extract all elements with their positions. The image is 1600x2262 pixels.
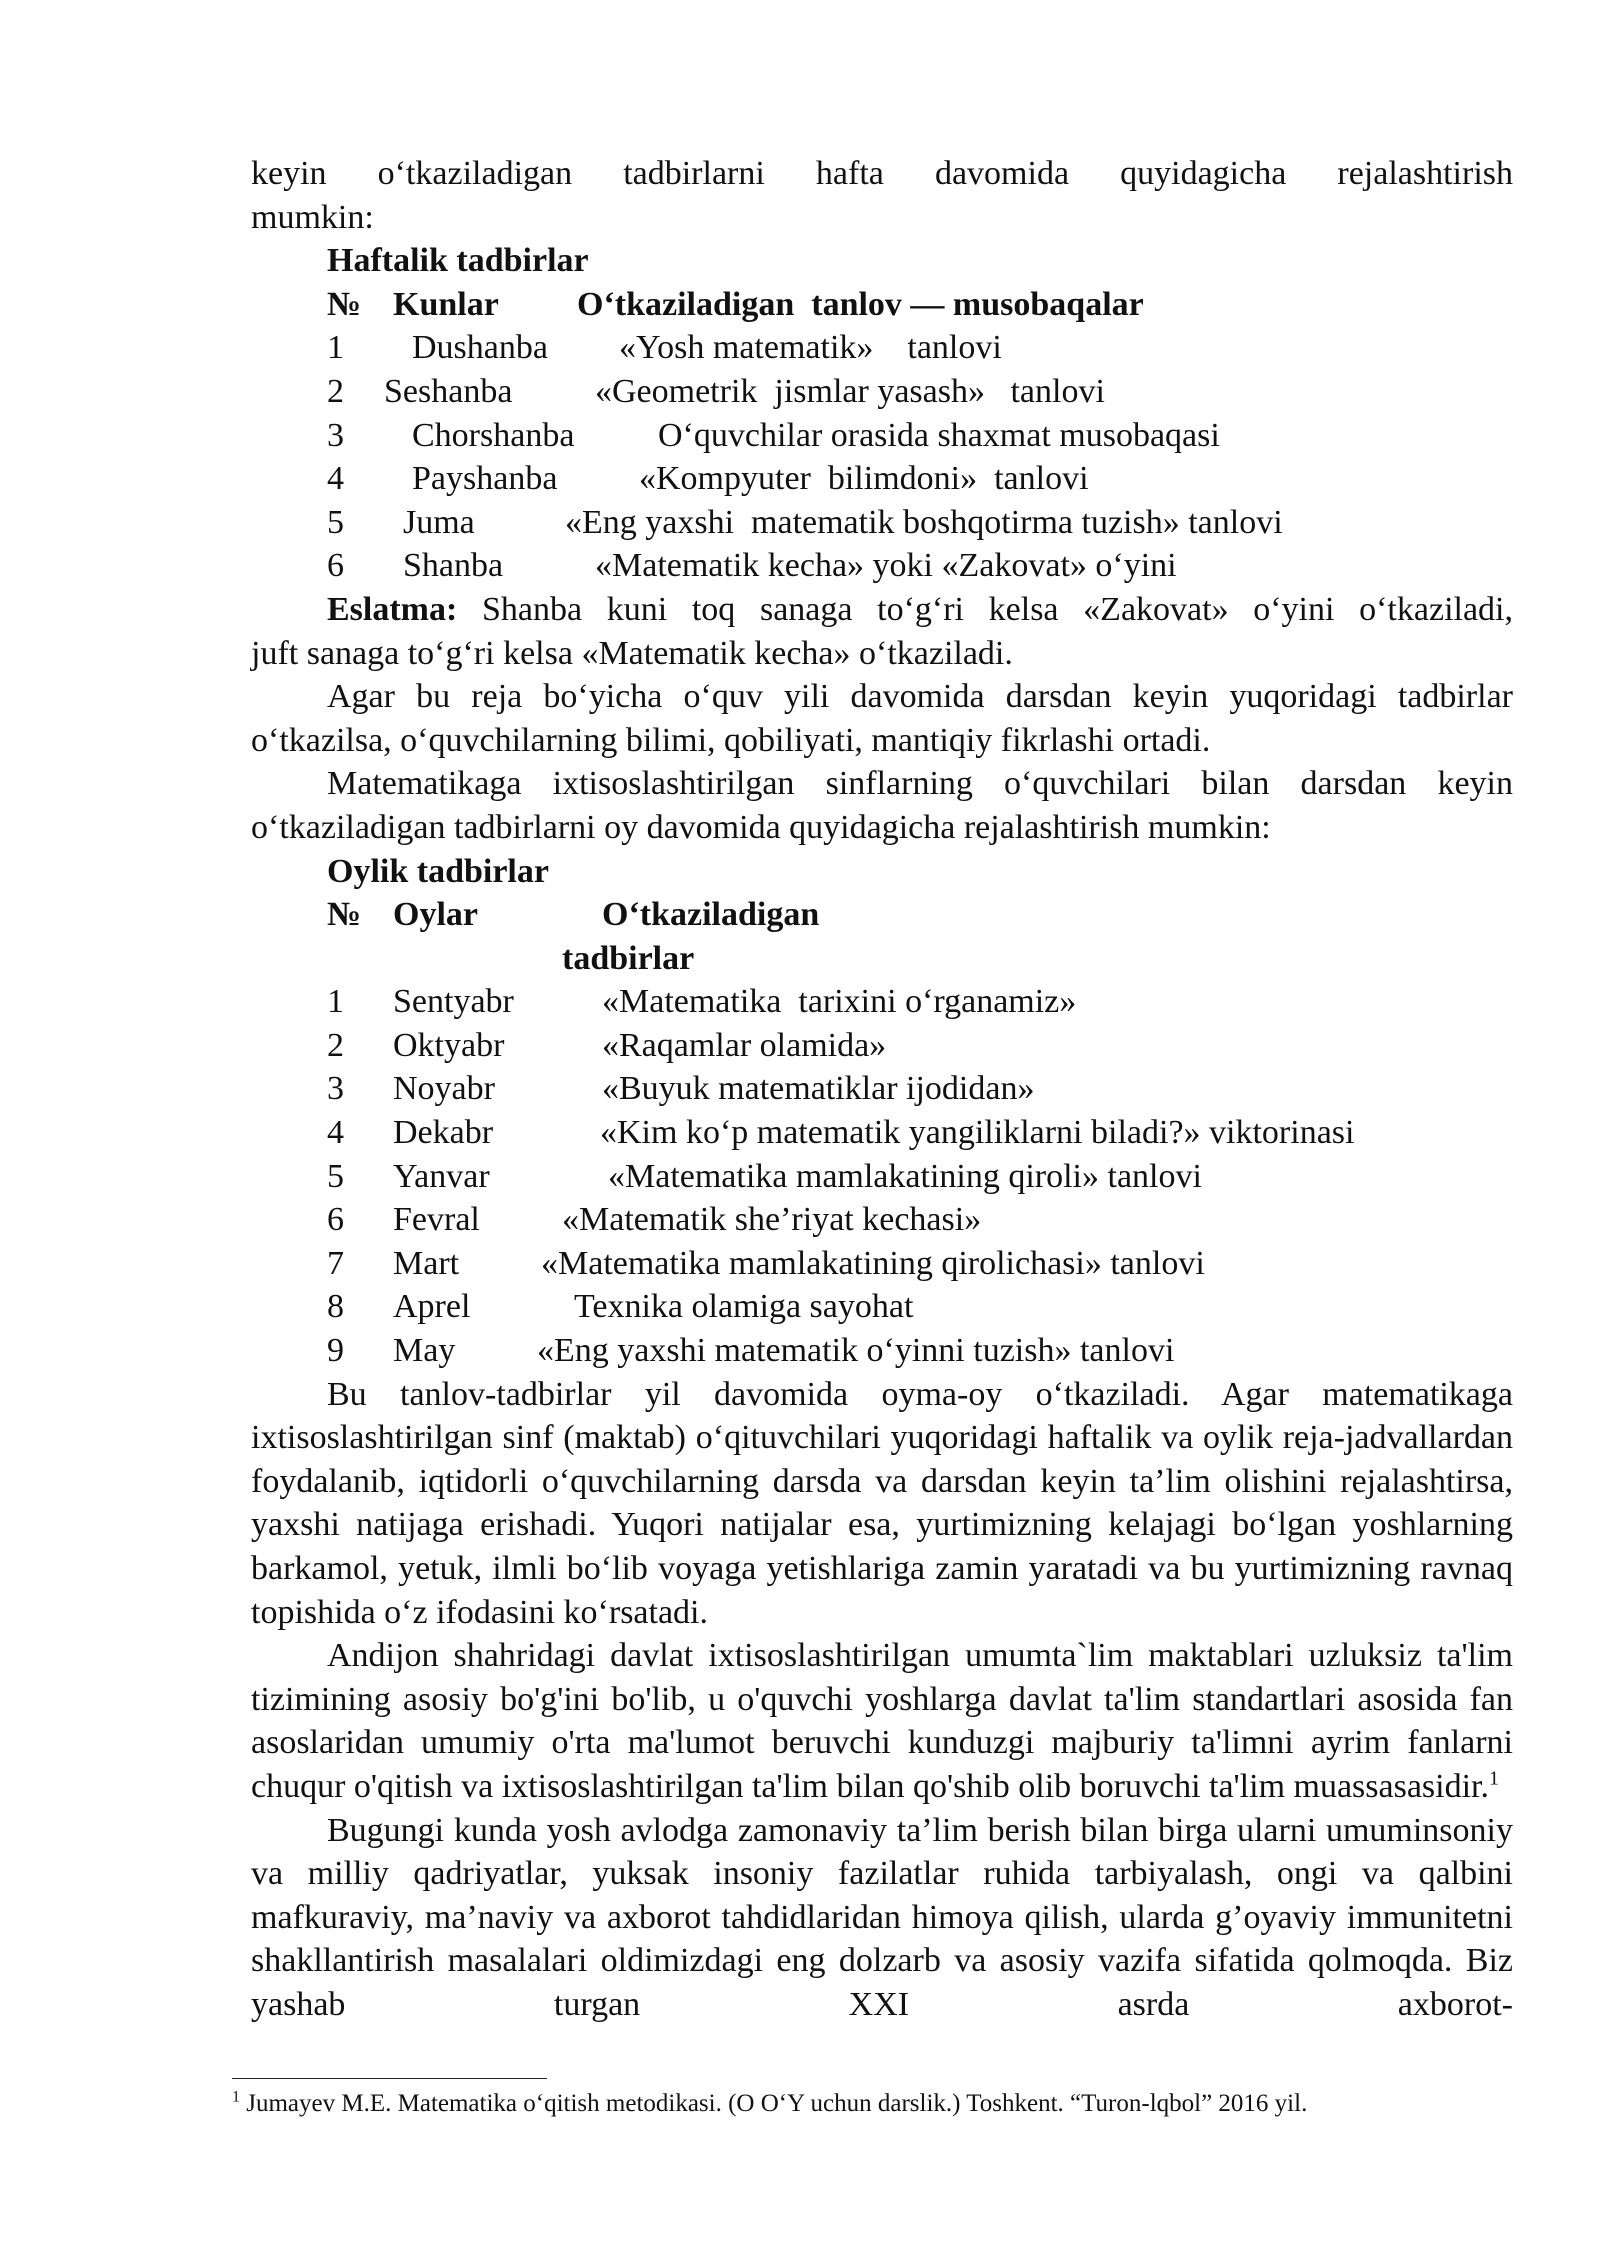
monthly-row [251,1198,1513,1242]
monthly-row-month: Dekabr [393,1114,494,1152]
note-paragraph-end: juft sanaga to‘g‘ri kelsa «Matematik kecha» o‘tkaziladi. [251,634,1013,672]
monthly-row [251,980,1513,1024]
monthly-row-month: Mart [393,1244,460,1282]
monthly-row [251,1067,1513,1111]
monthly-row-event: «Matematika tarixini o‘rganamiz» [602,983,1077,1021]
monthly-title: Oylik tadbirlar [327,852,549,890]
footnote-text: Jumayev M.E. Matematika o‘qitish metodikasi. (O O‘Y uchun darslik.) Toshkent. “Turon-lqbol” 2016 yil. [240,2090,1308,2117]
monthly-header-number: № [327,896,362,934]
monthly-header-events: O‘tkaziladigan [602,896,820,934]
monthly-row [251,1329,1513,1373]
weekly-row-event: «Geometrik jismlar yasash» tanlovi [595,372,1105,410]
weekly-row-event: «Eng yaxshi matematik boshqotirma tuzish» tanlovi [565,503,1283,541]
monthly-row-number: 2 [327,1026,344,1064]
monthly-header-events-cont: tadbirlar [562,939,695,977]
footnote-mark: 1 [232,2088,240,2106]
monthly-row-number: 4 [327,1114,344,1152]
paragraph: Bu tanlov-tadbirlar yil davomida oyma-oy o‘tkaziladi. Agar matematikaga ixtisoslashtirilgan sinf (maktab) o‘qituvchilari yuqoridagi haftalik va oylik reja-jadvallardan foydalanib, iqtidorli o‘quvchilarning darsda va darsdan keyin ta’lim olishini rejalashtirsa, yaxshi natijaga erishadi. Yuqori natijalar esa, yurtimizning kelajagi bo‘lgan yoshlarning barkamol, yetuk, ilmli bo‘lib voyaga yetishlariga zamin yaratadi va bu yurtimizning ravnaq topishida o‘z ifodasini ko‘rsatadi. [251,1375,1513,1631]
weekly-header-events: O‘tkaziladigan tanlov — musobaqalar [577,285,1144,323]
monthly-row-event: «Buyuk matematiklar ijodidan» [602,1070,1035,1108]
monthly-row-month: Fevral [393,1201,480,1239]
monthly-row-event: «Matematika mamlakatining qirolichasi» tanlovi [541,1244,1205,1282]
weekly-row-event: «Kompyuter bilimdoni» tanlovi [639,460,1089,498]
weekly-row-number: 2 [327,372,344,410]
monthly-row [251,1111,1513,1155]
monthly-row-month: Noyabr [393,1070,495,1108]
weekly-row-day: Shanba [403,547,504,585]
paragraph-with-footnote [251,1634,1513,1808]
weekly-row [251,326,1513,370]
monthly-row-month: Oktyabr [393,1026,505,1064]
weekly-row-event: «Matematik kecha» yoki «Zakovat» o‘yini [595,547,1177,585]
footnote [232,2089,1532,2119]
footnote-reference[interactable]: 1 [1489,1767,1499,1790]
monthly-row-event: «Raqamlar olamida» [602,1026,887,1064]
weekly-row [251,457,1513,501]
monthly-row-number: 1 [327,983,344,1021]
monthly-row-number: 7 [327,1244,344,1282]
monthly-row-number: 8 [327,1288,344,1326]
weekly-row-number: 1 [327,329,344,367]
weekly-row [251,544,1513,588]
weekly-row [251,370,1513,414]
monthly-row [251,1242,1513,1286]
weekly-row [251,414,1513,458]
intro-line-end: mumkin: [251,198,374,236]
monthly-row-month: Yanvar [393,1157,490,1195]
monthly-row-month: May [393,1332,456,1370]
monthly-row-event: «Kim ko‘p matematik yangiliklarni biladi?» viktorinasi [600,1114,1355,1152]
note-label: Eslatma: [327,590,458,628]
monthly-row [251,1155,1513,1199]
weekly-row [251,501,1513,545]
weekly-row-number: 5 [327,503,344,541]
footnote-separator [232,2078,547,2079]
weekly-row-number: 4 [327,460,344,498]
weekly-header-number: № [327,285,362,323]
document-page [251,152,1513,2027]
weekly-row-event: O‘quvchilar orasida shaxmat musobaqasi [658,416,1220,454]
monthly-row-number: 9 [327,1332,344,1370]
monthly-row-event: «Matematika mamlakatining qiroli» tanlovi [608,1157,1202,1195]
monthly-row [251,1285,1513,1329]
weekly-header-days: Kunlar [393,285,499,323]
monthly-table-header-cont [251,937,1513,981]
weekly-row-day: Dushanba [412,329,548,367]
monthly-row-event: Texnika olamiga sayohat [574,1288,914,1326]
weekly-row-number: 6 [327,547,344,585]
weekly-row-day: Seshanba [384,372,513,410]
monthly-row-event: «Matematik she’riyat kechasi» [562,1201,982,1239]
monthly-row-event: «Eng yaxshi matematik o‘yinni tuzish» tanlovi [537,1332,1175,1370]
weekly-row-number: 3 [327,416,344,454]
weekly-row-day: Chorshanba [412,416,575,454]
paragraph: Agar bu reja bo‘yicha o‘quv yili davomida darsdan keyin yuqoridagi tadbirlar o‘tkazilsa, o‘quvchilarning bilimi, qobiliyati, mantiqiy fikrlashi ortadi. [251,678,1513,759]
paragraph: Matematikaga ixtisoslashtirilgan sinflarning o‘quvchilari bilan darsdan keyin o‘tkaziladigan tadbirlarni oy davomida quyidagicha rejalashtirish mumkin: [251,765,1513,846]
paragraph: Bugungi kunda yosh avlodga zamonaviy ta’lim berish bilan birga ularni umuminsoniy va milliy qadriyatlar, yuksak insoniy fazilatlar ruhida tarbiyalash, ongi va qalbini mafkuraviy, ma’naviy va axborot tahdidlaridan himoya qilish, ularda g’oyaviy immunitetni shakllantirish masalalari oldimizdagi eng dolzarb va asosiy vazifa sifatida qolmoqda. Biz yashab turgan XXI asrda axborot- [251,1811,1513,2023]
monthly-row-number: 3 [327,1070,344,1108]
monthly-row-number: 5 [327,1157,344,1195]
weekly-row-event: «Yosh matematik» tanlovi [619,329,1002,367]
monthly-row-month: Aprel [393,1288,471,1326]
monthly-row-number: 6 [327,1201,344,1239]
note-text: Shanba kuni toq sanaga to‘g‘ri kelsa «Zakovat» o‘yini o‘tkaziladi, [457,590,1513,628]
intro-line: keyin o‘tkaziladigan tadbirlarni hafta davomida quyidagicha rejalashtirish [251,155,1513,192]
monthly-header-months: Oylar [393,896,478,934]
weekly-table-header [251,283,1513,327]
weekly-row-day: Payshanba [412,460,558,498]
monthly-row-month: Sentyabr [393,983,514,1021]
paragraph-text: Andijon shahridagi davlat ixtisoslashtirilgan umumta`lim maktablari uzluksiz ta'lim tizimining asosiy bo'g'ini bo'lib, u o'quvchi yoshlarga davlat ta'lim standartlari asosida fan asoslaridan umumiy o'rta ma'lumot beruvchi kunduzgi majburiy ta'limni ayrim fanlarni chuqur o'qitish va ixtisoslashtirilgan ta'lim bilan qo'shib olib boruvchi ta'lim muassasasidir. [251,1637,1513,1805]
monthly-table-header [251,893,1513,937]
monthly-row [251,1024,1513,1068]
weekly-row-day: Juma [403,503,475,541]
note-paragraph [251,588,1513,632]
weekly-title: Haftalik tadbirlar [327,242,589,280]
